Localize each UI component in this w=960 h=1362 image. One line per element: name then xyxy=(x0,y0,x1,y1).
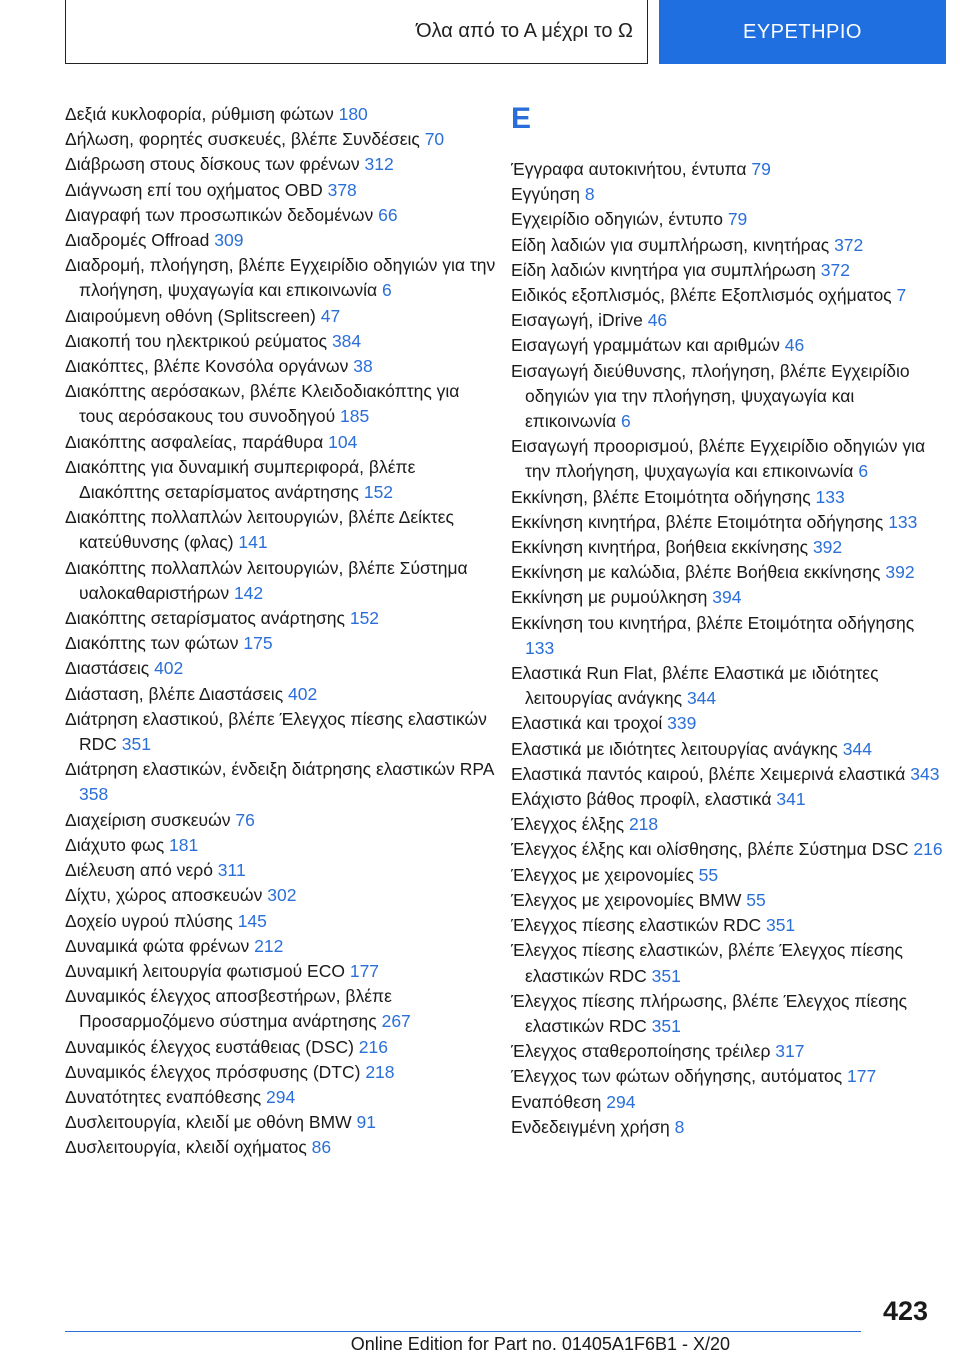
index-entry xyxy=(511,938,943,988)
page-reference-link[interactable]: 351 xyxy=(765,915,796,936)
footer-divider xyxy=(65,1331,861,1332)
index-entry-text: Εκκίνηση, βλέπε Ετοιμότητα οδήγησης xyxy=(511,486,811,507)
index-entry-text: Δυναμικός έλεγχος ευστάθειας (DSC) xyxy=(65,1036,354,1057)
index-entry xyxy=(65,883,497,908)
index-entry-text: Διακόπτης για δυναμική συμπεριφορά, βλέπε Διακόπτης σεταρίσματος ανάρτησης xyxy=(65,456,416,503)
index-entry xyxy=(65,228,497,253)
page-reference-link[interactable]: 175 xyxy=(243,633,273,654)
index-entry xyxy=(65,1135,497,1160)
page-reference-link[interactable]: 402 xyxy=(288,683,318,704)
page-reference-link[interactable]: 152 xyxy=(363,482,394,503)
page-reference-link[interactable]: 177 xyxy=(847,1066,877,1087)
index-entry-text: Έλεγχος έλξης xyxy=(511,814,625,835)
page-reference-link[interactable]: 133 xyxy=(815,486,845,507)
index-entry-text: Ελαστικά με ιδιότητες λειτουργίας ανάγκης xyxy=(511,738,838,759)
page-reference-link[interactable]: 311 xyxy=(217,860,246,881)
index-entry-text: Διακόπτης των φώτων xyxy=(65,633,239,654)
page-reference-link[interactable]: 55 xyxy=(746,889,766,910)
index-entry xyxy=(65,1035,497,1060)
page-reference-link[interactable]: 218 xyxy=(628,814,659,835)
index-entry-text: Διάτρηση ελαστικού, βλέπε Έλεγχος πίεσης ελαστικών RDC xyxy=(65,708,487,755)
page-reference-link[interactable]: 309 xyxy=(214,230,244,251)
page-reference-link[interactable]: 8 xyxy=(674,1116,685,1137)
index-entry xyxy=(511,1064,943,1089)
footer xyxy=(0,1334,960,1362)
page-reference-link[interactable]: 384 xyxy=(331,330,362,351)
page-reference-link[interactable]: 55 xyxy=(698,864,719,885)
index-entry xyxy=(65,329,497,354)
page-reference-link[interactable]: 142 xyxy=(233,582,264,603)
page-reference-link[interactable]: 358 xyxy=(79,784,109,805)
index-entry-text: Δυναμικός έλεγχος αποσβεστήρων, βλέπε Προσαρμοζόμενο σύστημα ανάρτησης xyxy=(65,986,392,1032)
index-entry xyxy=(65,631,497,656)
page-reference-link[interactable]: 141 xyxy=(238,532,268,553)
index-entry xyxy=(511,1090,943,1115)
index-entry-text: Διαιρούμενη οθόνη (Splitscreen) xyxy=(65,305,316,326)
page-reference-link[interactable]: 133 xyxy=(525,637,555,658)
page-reference-link[interactable]: 212 xyxy=(254,935,284,956)
index-entry xyxy=(511,157,943,182)
page-reference-link[interactable]: 351 xyxy=(651,965,681,986)
page-reference-link[interactable]: 180 xyxy=(338,104,368,124)
index-entry xyxy=(65,808,497,833)
index-entry-text: Δήλωση, φορητές συσκευές, βλέπε Συνδέσεις xyxy=(65,129,420,150)
index-entry-text: Εκκίνηση κινητήρα, βλέπε Ετοιμότητα οδήγησης xyxy=(511,511,884,532)
index-entry-text: Εκκίνηση κινητήρα, βοήθεια εκκίνησης xyxy=(511,537,809,558)
index-entry-text: Έλεγχος με χειρονομίες xyxy=(511,864,694,885)
index-entry xyxy=(511,913,943,938)
index-entry xyxy=(65,858,497,883)
index-entry xyxy=(511,308,943,333)
index-entry xyxy=(511,258,943,283)
index-entry xyxy=(65,203,497,228)
index-entry-text: Διάτρηση ελαστικών, ένδειξη διάτρησης ελαστικών RPA xyxy=(65,759,494,780)
index-entry xyxy=(511,837,943,862)
page-reference-link[interactable]: 8 xyxy=(584,184,595,205)
index-entry xyxy=(511,207,943,232)
index-entry-text: Ελαστικά και τροχοί xyxy=(511,713,663,734)
index-entry xyxy=(511,535,943,560)
index-entry xyxy=(511,560,943,585)
page-reference-link[interactable]: 216 xyxy=(358,1036,388,1057)
page-reference-link[interactable]: 372 xyxy=(820,259,850,280)
index-entry xyxy=(65,1110,497,1135)
index-entry xyxy=(511,762,943,787)
section-letter-heading: Ε xyxy=(511,102,532,135)
page-reference-link[interactable]: 218 xyxy=(365,1061,395,1082)
index-entry-text: Δυσλειτουργία, κλειδί με οθόνη BMW xyxy=(65,1112,352,1133)
index-entry xyxy=(65,556,497,606)
edition-text: Online Edition for Part no. 01405A1F6B1 - X/20 xyxy=(350,1334,730,1354)
page-reference-link[interactable]: 6 xyxy=(620,411,631,432)
page-reference-link[interactable]: 46 xyxy=(784,335,805,356)
index-entry-text: Δίχτυ, χώρος αποσκευών xyxy=(65,885,263,906)
index-entry-text: Ενδεδειγμένη χρήση xyxy=(511,1116,670,1137)
page-reference-link[interactable]: 38 xyxy=(353,356,373,377)
page-reference-link[interactable]: 79 xyxy=(727,209,748,230)
index-entry-text: Δυναμική λειτουργία φωτισμού ECO xyxy=(65,960,345,981)
index-entry xyxy=(65,959,497,984)
page-reference-link[interactable]: 378 xyxy=(327,179,357,200)
index-entry-text: Έλεγχος πίεσης πλήρωσης, βλέπε Έλεγχος πίεσης ελαστικών RDC xyxy=(511,990,908,1036)
top-navigation-bar xyxy=(0,0,960,66)
index-entry-text: Είδη λαδιών για συμπλήρωση, κινητήρας xyxy=(511,234,830,255)
page-reference-link[interactable]: 302 xyxy=(267,885,297,906)
index-entry-text: Έγγραφα αυτοκινήτου, έντυπα xyxy=(511,159,747,179)
index-entry xyxy=(65,178,497,203)
index-entry xyxy=(65,984,497,1034)
index-entry-text: Ελαστικά παντός καιρού, βλέπε Χειμερινά ελαστικά xyxy=(511,763,906,784)
index-entry-text: Διακοπή του ηλεκτρικού ρεύματος xyxy=(65,330,328,351)
index-column-right xyxy=(511,102,943,1140)
index-entry xyxy=(511,359,943,435)
page-reference-link[interactable]: 344 xyxy=(842,738,872,759)
page-reference-link[interactable]: 394 xyxy=(712,587,742,608)
index-entry-text: Διαγραφή των προσωπικών δεδομένων xyxy=(65,204,374,225)
page-reference-link[interactable]: 294 xyxy=(606,1091,636,1112)
page-reference-link[interactable]: 392 xyxy=(885,562,915,583)
index-entry-text: Διακόπτης πολλαπλών λειτουργιών, βλέπε Σύστημα υαλοκαθαριστήρων xyxy=(65,557,468,603)
index-entry-text: Ελαστικά Run Flat, βλέπε Ελαστικά με ιδιότητες λειτουργίας ανάγκης xyxy=(511,663,879,709)
index-entry xyxy=(511,863,943,888)
index-entry xyxy=(511,737,943,762)
page-reference-link[interactable]: 79 xyxy=(751,159,771,179)
index-entry-text: Έλεγχος έλξης και ολίσθησης, βλέπε Σύστημα DSC xyxy=(511,839,909,860)
index-entry xyxy=(65,656,497,681)
page-reference-link[interactable]: 145 xyxy=(237,910,267,931)
page-reference-link[interactable]: 181 xyxy=(169,834,199,855)
index-entry-text: Δοχείο υγρού πλύσης xyxy=(65,910,233,931)
page-reference-link[interactable]: 372 xyxy=(834,234,864,255)
index-entry xyxy=(511,233,943,258)
index-entry xyxy=(65,833,497,858)
page-reference-link[interactable]: 392 xyxy=(812,537,843,558)
page-reference-link[interactable]: 70 xyxy=(424,129,445,150)
page-reference-link[interactable]: 177 xyxy=(349,960,380,981)
index-entry-text: Δυσλειτουργία, κλειδί οχήματος xyxy=(65,1137,307,1158)
index-entry xyxy=(65,304,497,329)
page-reference-link[interactable]: 6 xyxy=(858,461,869,482)
index-entry-text: Διέλευση από νερό xyxy=(65,860,213,881)
index-entry-text: Διαδρομή, πλοήγηση, βλέπε Εγχειρίδιο οδηγιών για την πλοήγηση, ψυχαγωγία και επικοινωνία xyxy=(65,255,496,301)
tab-index[interactable]: ΕΥΡΕΤΗΡΙΟ xyxy=(659,0,946,64)
index-entry xyxy=(511,711,943,736)
index-entry xyxy=(511,1039,943,1064)
index-entry-text: Διακόπτες, βλέπε Κονσόλα οργάνων xyxy=(65,356,349,377)
page-reference-link[interactable]: 152 xyxy=(349,608,380,629)
page-reference-link[interactable]: 6 xyxy=(382,280,392,301)
index-entry-text: Έλεγχος με χειρονομίες BMW xyxy=(511,889,742,910)
index-entry-text: Διαστάσεις xyxy=(65,658,150,679)
index-entry xyxy=(511,485,943,510)
index-entry xyxy=(65,1085,497,1110)
index-entry xyxy=(511,434,943,484)
index-entry-text: Δυναμικά φώτα φρένων xyxy=(65,935,250,956)
page-reference-link[interactable]: 267 xyxy=(381,1011,411,1032)
page-reference-link[interactable]: 343 xyxy=(910,763,940,784)
index-entry-text: Εισαγωγή, iDrive xyxy=(511,310,643,331)
index-entry-text: Διάχυτο φως xyxy=(65,834,165,855)
page-reference-link[interactable]: 351 xyxy=(121,734,151,755)
index-entry xyxy=(65,707,497,757)
index-entry-text: Εκκίνηση του κινητήρα, βλέπε Ετοιμότητα οδήγησης xyxy=(511,612,915,633)
index-entry-text: Εισαγωγή γραμμάτων και αριθμών xyxy=(511,335,780,356)
index-entry-text: Εισαγωγή προορισμού, βλέπε Εγχειρίδιο οδηγιών για την πλοήγηση, ψυχαγωγία και επικοινωνία xyxy=(511,436,926,482)
index-entry xyxy=(65,455,497,505)
page-reference-link[interactable]: 66 xyxy=(378,204,398,225)
page-reference-link[interactable]: 104 xyxy=(328,431,358,452)
page-reference-link[interactable]: 133 xyxy=(888,511,918,532)
index-entry xyxy=(65,102,497,127)
index-entry xyxy=(511,510,943,535)
index-entry-text: Έλεγχος σταθεροποίησης τρέιλερ xyxy=(511,1041,771,1062)
page-reference-link[interactable]: 312 xyxy=(364,154,394,175)
page-reference-link[interactable]: 47 xyxy=(320,305,341,326)
tab-a-to-z[interactable]: Όλα από το Α μέχρι το Ω xyxy=(65,0,648,64)
index-entry xyxy=(65,253,497,303)
index-entry xyxy=(65,757,497,807)
index-entry-text: Διακόπτης σεταρίσματος ανάρτησης xyxy=(65,608,345,629)
index-entry xyxy=(65,682,497,707)
page-reference-link[interactable]: 7 xyxy=(896,285,907,306)
index-entry xyxy=(511,787,943,812)
page-reference-link[interactable]: 294 xyxy=(266,1086,296,1107)
index-entry xyxy=(65,127,497,152)
index-entry xyxy=(65,934,497,959)
index-entry xyxy=(511,989,943,1039)
index-entry xyxy=(511,333,943,358)
page-reference-link[interactable]: 344 xyxy=(686,688,717,709)
index-entry xyxy=(511,585,943,610)
page-reference-link[interactable]: 86 xyxy=(311,1137,332,1158)
index-entry-text: Διαχείριση συσκευών xyxy=(65,809,231,830)
index-entry xyxy=(511,283,943,308)
page-reference-link[interactable]: 317 xyxy=(775,1041,805,1062)
index-entry xyxy=(65,430,497,455)
page-reference-link[interactable]: 402 xyxy=(154,658,184,679)
page-reference-link[interactable]: 351 xyxy=(651,1015,681,1036)
index-entry xyxy=(511,812,943,837)
index-entry-text: Εισαγωγή διεύθυνσης, πλοήγηση, βλέπε Εγχειρίδιο οδηγιών για την πλοήγηση, ψυχαγωγία και επικοινωνία xyxy=(511,360,910,432)
index-entry xyxy=(65,379,497,429)
index-entry xyxy=(511,1115,943,1140)
index-entry xyxy=(511,611,943,661)
index-entry-text: Είδη λαδιών κινητήρα για συμπλήρωση xyxy=(511,259,816,280)
page-reference-link[interactable]: 76 xyxy=(235,809,255,830)
index-entry-text: Διακόπτης ασφαλείας, παράθυρα xyxy=(65,431,324,452)
page-reference-link[interactable]: 46 xyxy=(647,310,668,331)
index-entry-text: Δυναμικός έλεγχος πρόσφυσης (DTC) xyxy=(65,1061,361,1082)
index-entry-text: Διάσταση, βλέπε Διαστάσεις xyxy=(65,683,284,704)
page-reference-link[interactable]: 341 xyxy=(776,789,806,810)
index-entry-text: Διακόπτης πολλαπλών λειτουργιών, βλέπε Δείκτες κατεύθυνσης (φλας) xyxy=(65,507,454,553)
index-entry-text: Εκκίνηση με ρυμούλκηση xyxy=(511,587,708,608)
index-entry-text: Διακόπτης αερόσακων, βλέπε Κλειδοδιακόπτης για τους αερόσακους του συνοδηγού xyxy=(65,381,460,427)
index-entry-text: Ειδικός εξοπλισμός, βλέπε Εξοπλισμός οχήματος xyxy=(511,285,892,306)
index-entry xyxy=(65,354,497,379)
index-entry-text: Δυνατότητες εναπόθεσης xyxy=(65,1086,262,1107)
index-entry-text: Εγγύηση xyxy=(511,184,581,205)
index-entry-text: Έλεγχος των φώτων οδήγησης, αυτόματος xyxy=(511,1066,843,1087)
page-reference-link[interactable]: 216 xyxy=(913,839,943,860)
index-entry-text: Εναπόθεση xyxy=(511,1091,602,1112)
index-entry-text: Διαδρομές Offroad xyxy=(65,230,210,251)
index-entry xyxy=(65,909,497,934)
index-entry-text: Δεξιά κυκλοφορία, ρύθμιση φώτων xyxy=(65,104,334,124)
index-entry-text: Ελάχιστο βάθος προφίλ, ελαστικά xyxy=(511,789,772,810)
page-reference-link[interactable]: 91 xyxy=(356,1112,376,1133)
index-entry-text: Έλεγχος πίεσης ελαστικών, βλέπε Έλεγχος πίεσης ελαστικών RDC xyxy=(511,940,903,986)
index-entry xyxy=(65,152,497,177)
page-number: 423 xyxy=(882,1296,928,1326)
index-entry xyxy=(511,182,943,207)
index-entry-text: Διάγνωση επί του οχήματος OBD xyxy=(65,179,323,200)
index-entry xyxy=(511,661,943,711)
index-entry-text: Εγχειρίδιο οδηγιών, έντυπο xyxy=(511,209,723,230)
page-reference-link[interactable]: 339 xyxy=(667,713,697,734)
page-reference-link[interactable]: 185 xyxy=(340,406,370,427)
index-entry xyxy=(65,606,497,631)
index-entry xyxy=(65,505,497,555)
index-column-left xyxy=(65,102,497,1161)
index-entry-text: Εκκίνηση με καλώδια, βλέπε Βοήθεια εκκίνησης xyxy=(511,562,881,583)
index-entry-text: Έλεγχος πίεσης ελαστικών RDC xyxy=(511,915,762,936)
index-entry xyxy=(511,888,943,913)
index-entry xyxy=(65,1060,497,1085)
index-entry-text: Διάβρωση στους δίσκους των φρένων xyxy=(65,154,360,175)
